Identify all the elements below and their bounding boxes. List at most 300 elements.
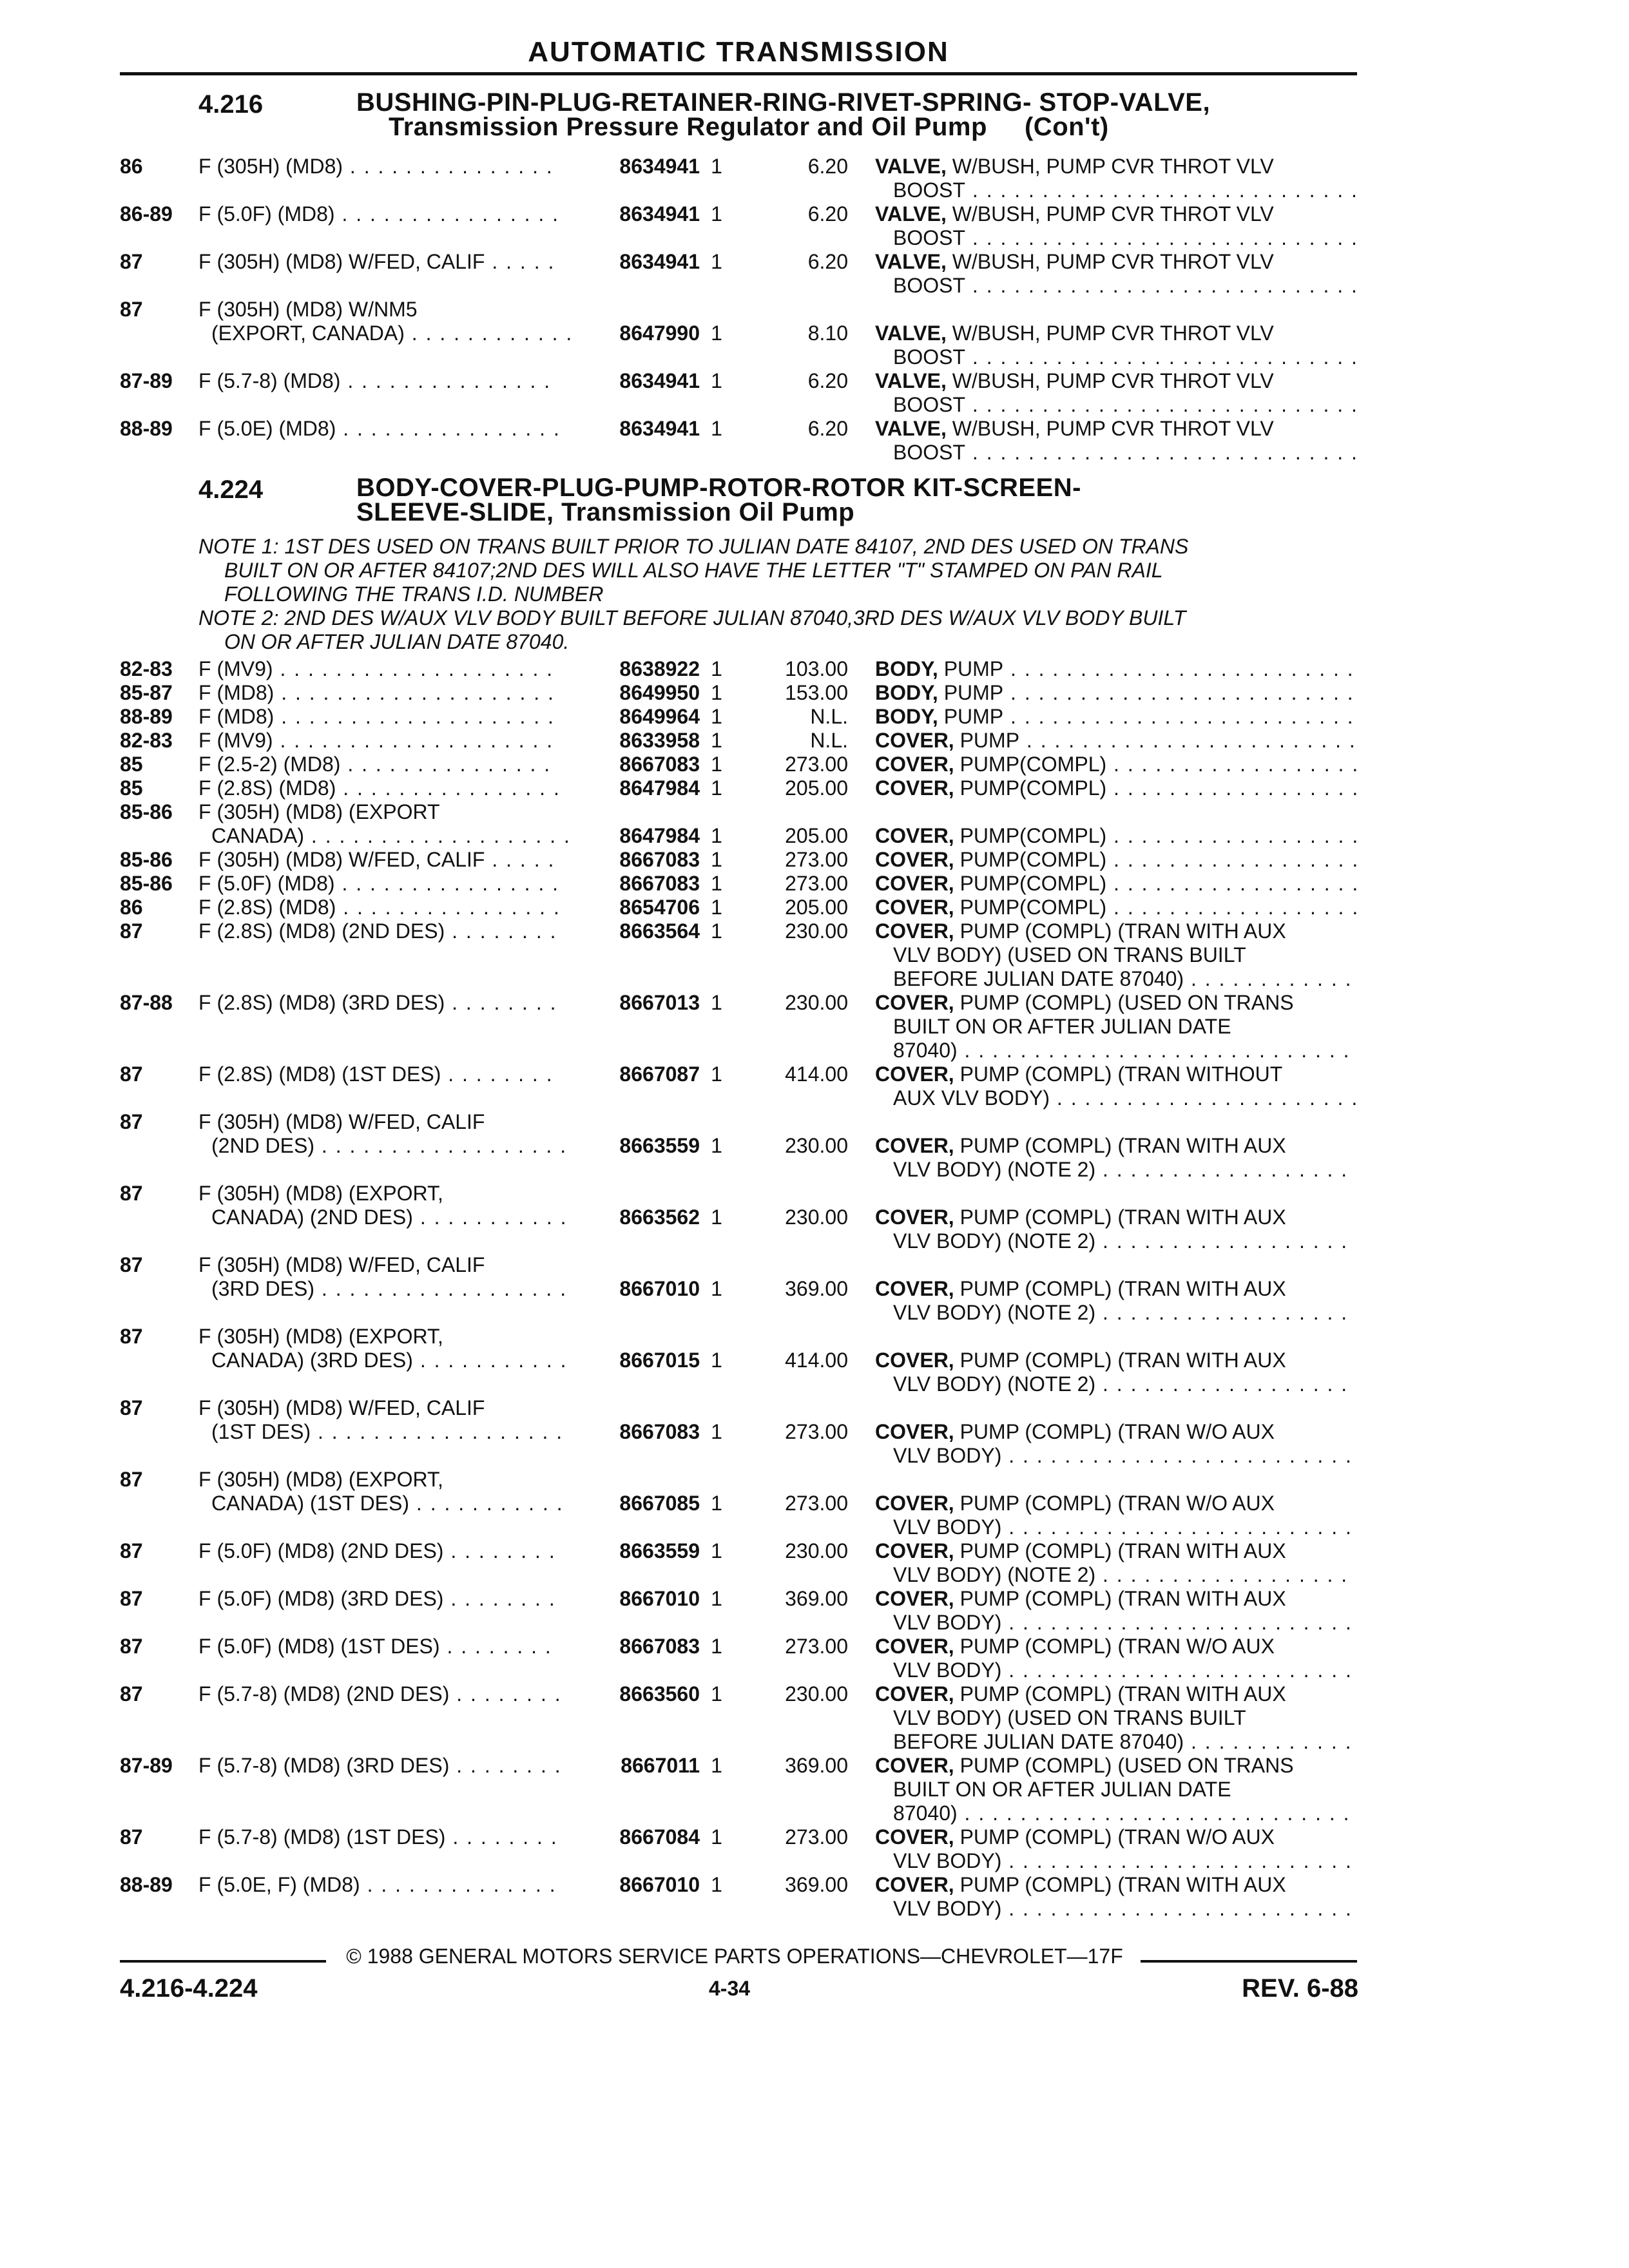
part-name-line: [875, 729, 1357, 753]
quantity: 1: [711, 919, 722, 943]
part-name-line: 87040) . . .: [875, 1802, 1357, 1825]
quantity: 1: [711, 705, 722, 728]
price: 205.00: [785, 896, 848, 919]
part-row: [120, 1825, 1357, 1873]
description-line: F (5.7-8) (MD8) (3RD DES) . . .: [198, 1754, 559, 1778]
part-name-noun: VALVE,: [875, 322, 947, 345]
part-row: [120, 298, 1357, 369]
part-name-text: PUMP: [959, 729, 1020, 752]
part-number: 8633958: [619, 729, 700, 752]
model-year: 87: [120, 1682, 143, 1706]
part-name-noun: COVER,: [875, 776, 954, 800]
part-name-noun: VALVE,: [875, 250, 947, 273]
part-name-text: PUMP (COMPL) (TRAN WITH AUX: [959, 1349, 1286, 1372]
quantity: 1: [711, 729, 722, 752]
price: 369.00: [785, 1754, 848, 1777]
part-name-text: PUMP (COMPL) (USED ON TRANS: [959, 991, 1294, 1014]
part-name: [875, 705, 1357, 729]
quantity: 1: [711, 1825, 722, 1849]
footer-copyright: © 1988 GENERAL MOTORS SERVICE PARTS OPERATIONS—CHEVROLET—17F: [346, 1945, 1123, 1968]
part-name: [875, 1539, 1357, 1587]
price: 414.00: [785, 1062, 848, 1086]
part-name-text: PUMP (COMPL) (TRAN W/O AUX: [959, 1420, 1275, 1443]
quantity: 1: [711, 1062, 722, 1086]
note-line: ON OR AFTER JULIAN DATE 87040.: [224, 630, 570, 653]
part-name-line: [875, 705, 1357, 729]
price: N.L.: [810, 729, 848, 752]
part-number: 8647984: [619, 824, 700, 847]
part-number: 8663559: [619, 1134, 700, 1157]
part-name: [875, 991, 1357, 1062]
price: 273.00: [785, 1492, 848, 1515]
section-number: 4.216: [198, 90, 264, 119]
part-name-line: [875, 155, 1357, 178]
part-name-noun: COVER,: [875, 1134, 954, 1157]
model-year: 87: [120, 298, 143, 321]
section-title-line: BODY-COVER-PLUG-PUMP-ROTOR-ROTOR KIT-SCREEN-: [356, 474, 1081, 502]
part-name-line: VLV BODY) (NOTE 2) . . .: [875, 1158, 1357, 1182]
part-name-text: PUMP: [943, 657, 1004, 680]
part-name-line: [875, 896, 1357, 919]
part-row: [120, 753, 1357, 776]
part-name-text: PUMP(COMPL): [959, 896, 1107, 919]
part-name-noun: COVER,: [875, 919, 954, 943]
part-name-line: [875, 1873, 1357, 1897]
part-row: [120, 991, 1357, 1062]
part-name: [875, 848, 1357, 872]
part-name-line: [875, 369, 1357, 393]
section-title: [356, 90, 1210, 139]
price: 6.20: [807, 250, 848, 273]
part-number: 8634941: [619, 417, 700, 440]
part-name-noun: COVER,: [875, 1539, 954, 1562]
part-row: [120, 1110, 1357, 1182]
part-name: [875, 1420, 1357, 1468]
description-line: (3RD DES) . . .: [198, 1277, 572, 1301]
part-name-noun: COVER,: [875, 1635, 954, 1658]
description-line: F (5.0F) (MD8) (2ND DES) . . .: [198, 1539, 559, 1563]
description-line: F (2.5-2) (MD8) . . .: [198, 753, 559, 776]
note-2: [198, 606, 1352, 654]
part-number: 8647990: [619, 322, 700, 345]
part-name-text: PUMP: [943, 681, 1004, 704]
model-year: 88-89: [120, 417, 173, 440]
part-name-line: [875, 250, 1357, 274]
part-name-line: [875, 657, 1357, 681]
description-line: F (305H) (MD8) W/NM5: [198, 298, 418, 321]
part-name-line: VLV BODY) . . .: [875, 1658, 1357, 1682]
part-name: [875, 753, 1357, 776]
part-name: [875, 729, 1357, 753]
part-name-line: VLV BODY) (NOTE 2) . . .: [875, 1301, 1357, 1325]
part-row: [120, 250, 1357, 298]
quantity: 1: [711, 1539, 722, 1562]
price: 230.00: [785, 1682, 848, 1706]
part-name-text: PUMP(COMPL): [959, 872, 1107, 895]
part-name-noun: COVER,: [875, 1062, 954, 1086]
part-name-noun: BODY,: [875, 681, 938, 704]
part-row: [120, 1682, 1357, 1754]
part-number: 8663560: [619, 1682, 700, 1706]
description-line: CANADA) (1ST DES) . . .: [198, 1492, 572, 1515]
description-line: (EXPORT, CANADA) . . .: [198, 322, 572, 345]
price: 273.00: [785, 848, 848, 871]
price: 205.00: [785, 824, 848, 847]
price: 6.20: [807, 155, 848, 178]
part-row: [120, 896, 1357, 919]
part-name-text: PUMP (COMPL) (USED ON TRANS: [959, 1754, 1294, 1777]
part-name-line: [875, 1587, 1357, 1611]
part-name-line: [875, 1277, 1357, 1301]
part-row: [120, 1396, 1357, 1468]
part-name-text: PUMP(COMPL): [959, 848, 1107, 871]
part-name-line: 87040) . . .: [875, 1039, 1357, 1062]
part-number: 8667015: [619, 1349, 700, 1372]
part-name-text: PUMP (COMPL) (TRAN W/O AUX: [959, 1635, 1275, 1658]
model-year: 82-83: [120, 657, 173, 680]
part-row: [120, 417, 1357, 465]
top-rule: [120, 72, 1357, 75]
part-name-noun: COVER,: [875, 1587, 954, 1610]
model-year: 88-89: [120, 1873, 173, 1896]
part-name-line: [875, 1134, 1357, 1158]
note-line: NOTE 1: 1ST DES USED ON TRANS BUILT PRIOR TO JULIAN DATE 84107, 2ND DES USED ON TRANS: [198, 535, 1189, 558]
quantity: 1: [711, 848, 722, 871]
part-number: 8667083: [619, 848, 700, 871]
price: 273.00: [785, 1825, 848, 1849]
part-name-line: [875, 322, 1357, 345]
part-name-line: BUILT ON OR AFTER JULIAN DATE: [893, 1778, 1231, 1801]
part-name-noun: COVER,: [875, 729, 954, 752]
price: 103.00: [785, 657, 848, 680]
part-name-text: PUMP (COMPL) (TRAN W/O AUX: [959, 1825, 1275, 1849]
part-name-text: W/BUSH, PUMP CVR THROT VLV: [952, 202, 1274, 226]
part-name-line: [875, 824, 1357, 848]
part-name-line: [875, 1349, 1357, 1372]
part-number: 8667083: [619, 753, 700, 776]
quantity: 1: [711, 1682, 722, 1706]
part-name: [875, 369, 1357, 417]
part-number: 8667013: [619, 991, 700, 1014]
part-number: 8634941: [619, 369, 700, 392]
part-number: 8663562: [619, 1206, 700, 1229]
part-row: [120, 1754, 1357, 1825]
part-name-line: BOOST . . .: [875, 178, 1357, 202]
part-name-line: AUX VLV BODY) . . .: [875, 1086, 1357, 1110]
part-number: 8634941: [619, 250, 700, 273]
part-name-line: [875, 776, 1357, 800]
quantity: 1: [711, 1492, 722, 1515]
price: 273.00: [785, 753, 848, 776]
model-year: 87: [120, 1110, 143, 1133]
part-name: [875, 1277, 1357, 1325]
part-name-text: W/BUSH, PUMP CVR THROT VLV: [952, 250, 1274, 273]
price: 6.20: [807, 369, 848, 392]
quantity: 1: [711, 202, 722, 226]
quantity: 1: [711, 1587, 722, 1610]
part-number: 8649964: [619, 705, 700, 728]
part-name: [875, 657, 1357, 681]
part-name-text: PUMP (COMPL) (TRAN WITH AUX: [959, 1587, 1286, 1610]
model-year: 87: [120, 1062, 143, 1086]
price: 6.20: [807, 202, 848, 226]
description-line: F (305H) (MD8) (EXPORT: [198, 800, 440, 823]
price: 414.00: [785, 1349, 848, 1372]
part-row: [120, 1253, 1357, 1325]
description-line: F (2.8S) (MD8) (1ST DES) . . .: [198, 1062, 559, 1086]
part-name-line: BEFORE JULIAN DATE 87040) . . .: [875, 967, 1357, 991]
part-name-noun: COVER,: [875, 991, 954, 1014]
part-number: 8667083: [619, 1635, 700, 1658]
description-line: F (305H) (MD8) W/FED, CALIF . . .: [198, 848, 559, 872]
description-line: (1ST DES) . . .: [198, 1420, 572, 1444]
description-line: F (5.0F) (MD8) . . .: [198, 202, 559, 226]
part-row: [120, 705, 1357, 729]
part-name-text: PUMP (COMPL) (TRAN WITHOUT: [959, 1062, 1283, 1086]
part-name-text: W/BUSH, PUMP CVR THROT VLV: [952, 417, 1274, 440]
price: 6.20: [807, 417, 848, 440]
section-notes: [198, 535, 1352, 654]
part-name: [875, 250, 1357, 298]
quantity: 1: [711, 1754, 722, 1777]
price: 369.00: [785, 1587, 848, 1610]
description-line: F (MV9) . . .: [198, 657, 559, 681]
part-row: [120, 1587, 1357, 1635]
quantity: 1: [711, 1420, 722, 1443]
model-year: 85-86: [120, 848, 173, 871]
part-name: [875, 896, 1357, 919]
part-name-text: W/BUSH, PUMP CVR THROT VLV: [952, 369, 1274, 392]
part-name-noun: COVER,: [875, 1277, 954, 1300]
part-name-noun: VALVE,: [875, 202, 947, 226]
part-name: [875, 1825, 1357, 1873]
parts-list-4-224: [120, 657, 1357, 1921]
price: 153.00: [785, 681, 848, 704]
note-line: FOLLOWING THE TRANS I.D. NUMBER: [224, 582, 604, 606]
part-number: 8667010: [619, 1587, 700, 1610]
footer-revision: REV. 6-88: [1242, 1974, 1358, 2003]
part-row: [120, 1182, 1357, 1253]
part-name-line: VLV BODY) . . .: [875, 1444, 1357, 1468]
part-name-noun: COVER,: [875, 1873, 954, 1896]
part-name-noun: COVER,: [875, 1825, 954, 1849]
part-row: [120, 369, 1357, 417]
description-line: F (2.8S) (MD8) . . .: [198, 896, 559, 919]
description-line: F (5.0E, F) (MD8) . . .: [198, 1873, 559, 1897]
part-name-text: PUMP (COMPL) (TRAN WITH AUX: [959, 1682, 1286, 1706]
note-line: NOTE 2: 2ND DES W/AUX VLV BODY BUILT BEFORE JULIAN 87040,3RD DES W/AUX VLV BODY BUILT: [198, 606, 1186, 629]
part-number: 8663559: [619, 1539, 700, 1562]
footer-page-number: 4-34: [709, 1977, 751, 2000]
part-number: 8667087: [619, 1062, 700, 1086]
part-number: 8667011: [621, 1754, 700, 1777]
footer-rule-right: [1141, 1960, 1357, 1963]
model-year: 87: [120, 1587, 143, 1610]
quantity: 1: [711, 1206, 722, 1229]
part-row: [120, 800, 1357, 848]
part-name: [875, 1206, 1357, 1253]
part-number: 8649950: [619, 681, 700, 704]
part-row: [120, 1468, 1357, 1539]
quantity: 1: [711, 753, 722, 776]
part-name-text: PUMP(COMPL): [959, 753, 1107, 776]
part-row: [120, 657, 1357, 681]
part-name-line: VLV BODY) (NOTE 2) . . .: [875, 1229, 1357, 1253]
part-name-line: [875, 1206, 1357, 1229]
description-line: F (305H) (MD8) (EXPORT,: [198, 1182, 443, 1205]
part-number: 8667083: [619, 1420, 700, 1443]
description-line: CANADA) (2ND DES) . . .: [198, 1206, 572, 1229]
footer-section-range: 4.216-4.224: [120, 1974, 258, 2003]
part-name-text: PUMP(COMPL): [959, 776, 1107, 800]
quantity: 1: [711, 1349, 722, 1372]
part-name-line: [875, 848, 1357, 872]
quantity: 1: [711, 776, 722, 800]
description-line: F (5.0F) (MD8) . . .: [198, 872, 559, 896]
part-name-text: PUMP (COMPL) (TRAN WITH AUX: [959, 1134, 1286, 1157]
description-line: F (305H) (MD8) . . .: [198, 155, 559, 178]
part-name-text: PUMP (COMPL) (TRAN WITH AUX: [959, 1206, 1286, 1229]
section-title-line: SLEEVE-SLIDE, Transmission Oil Pump: [356, 498, 855, 526]
model-year: 86: [120, 896, 143, 919]
price: 230.00: [785, 991, 848, 1014]
part-number: 8667010: [619, 1277, 700, 1300]
part-name-line: BUILT ON OR AFTER JULIAN DATE: [893, 1015, 1231, 1038]
model-year: 87: [120, 1396, 143, 1419]
description-line: F (MD8) . . .: [198, 705, 559, 729]
description-line: CANADA) (3RD DES) . . .: [198, 1349, 572, 1372]
running-head: AUTOMATIC TRANSMISSION: [528, 36, 949, 68]
price: 230.00: [785, 1134, 848, 1157]
part-name-text: W/BUSH, PUMP CVR THROT VLV: [952, 322, 1274, 345]
part-row: [120, 729, 1357, 753]
model-year: 85: [120, 776, 143, 800]
part-name-line: BOOST . . .: [875, 345, 1357, 369]
model-year: 87: [120, 250, 143, 273]
part-row: [120, 776, 1357, 800]
description-line: CANADA) . . .: [198, 824, 572, 848]
part-name-line: VLV BODY) (USED ON TRANS BUILT: [893, 943, 1246, 966]
part-name: [875, 417, 1357, 465]
part-row: [120, 1635, 1357, 1682]
part-number: 8667010: [619, 1873, 700, 1896]
price: 205.00: [785, 776, 848, 800]
quantity: 1: [711, 681, 722, 704]
part-name-line: [875, 1754, 1357, 1778]
part-name: [875, 872, 1357, 896]
part-row: [120, 1873, 1357, 1921]
description-line: F (5.7-8) (MD8) . . .: [198, 369, 559, 393]
part-number: 8667085: [619, 1492, 700, 1515]
part-row: [120, 202, 1357, 250]
price: 273.00: [785, 1635, 848, 1658]
description-line: F (MV9) . . .: [198, 729, 559, 753]
part-name-text: W/BUSH, PUMP CVR THROT VLV: [952, 155, 1274, 178]
part-name: [875, 1682, 1357, 1754]
part-name-text: PUMP(COMPL): [959, 824, 1107, 847]
part-name-noun: COVER,: [875, 1420, 954, 1443]
model-year: 87: [120, 1825, 143, 1849]
part-row: [120, 1325, 1357, 1396]
model-year: 87: [120, 1468, 143, 1491]
price: 230.00: [785, 1539, 848, 1562]
section-title-line: Transmission Pressure Regulator and Oil Pump (Con't): [389, 113, 1109, 141]
part-number: 8638922: [619, 657, 700, 680]
description-line: F (305H) (MD8) W/FED, CALIF: [198, 1110, 485, 1133]
part-name-line: VLV BODY) . . .: [875, 1897, 1357, 1921]
part-number: 8663564: [619, 919, 700, 943]
note-1: [198, 535, 1352, 606]
part-name: [875, 202, 1357, 250]
part-name-noun: COVER,: [875, 824, 954, 847]
part-name-noun: COVER,: [875, 872, 954, 895]
part-name-noun: COVER,: [875, 848, 954, 871]
model-year: 87: [120, 1539, 143, 1562]
part-name-noun: VALVE,: [875, 155, 947, 178]
part-name: [875, 1492, 1357, 1539]
part-name-noun: COVER,: [875, 1754, 954, 1777]
part-row: [120, 848, 1357, 872]
part-name-line: [875, 753, 1357, 776]
quantity: 1: [711, 896, 722, 919]
part-name-line: BOOST . . .: [875, 441, 1357, 465]
part-name-line: [875, 681, 1357, 705]
model-year: 85: [120, 753, 143, 776]
part-name: [875, 681, 1357, 705]
model-year: 85-87: [120, 681, 173, 704]
part-name: [875, 776, 1357, 800]
part-name-noun: VALVE,: [875, 369, 947, 392]
description-line: F (2.8S) (MD8) . . .: [198, 776, 559, 800]
part-name-line: [875, 991, 1357, 1015]
model-year: 87: [120, 919, 143, 943]
part-name-text: PUMP (COMPL) (TRAN WITH AUX: [959, 1539, 1286, 1562]
part-name-line: VLV BODY) . . .: [875, 1515, 1357, 1539]
part-name-line: [875, 1492, 1357, 1515]
part-row: [120, 872, 1357, 896]
price: 369.00: [785, 1277, 848, 1300]
part-name-line: [875, 919, 1357, 943]
quantity: 1: [711, 155, 722, 178]
part-name-line: BEFORE JULIAN DATE 87040) . . .: [875, 1730, 1357, 1754]
part-row: [120, 1539, 1357, 1587]
part-name-text: PUMP: [943, 705, 1004, 728]
description-line: F (MD8) . . .: [198, 681, 559, 705]
model-year: 87: [120, 1182, 143, 1205]
description-line: F (5.0F) (MD8) (3RD DES) . . .: [198, 1587, 559, 1611]
quantity: 1: [711, 250, 722, 273]
quantity: 1: [711, 1277, 722, 1300]
description-line: F (5.0F) (MD8) (1ST DES) . . .: [198, 1635, 559, 1658]
part-name-noun: COVER,: [875, 1206, 954, 1229]
description-line: F (5.7-8) (MD8) (1ST DES) . . .: [198, 1825, 559, 1849]
price: 230.00: [785, 1206, 848, 1229]
part-name: [875, 1062, 1357, 1110]
description-line: F (2.8S) (MD8) (3RD DES) . . .: [198, 991, 559, 1015]
part-name-noun: COVER,: [875, 1682, 954, 1706]
description-line: F (305H) (MD8) W/FED, CALIF: [198, 1253, 485, 1276]
section-number: 4.224: [198, 476, 264, 504]
part-name-noun: BODY,: [875, 657, 938, 680]
part-name-noun: COVER,: [875, 1492, 954, 1515]
price: 8.10: [807, 322, 848, 345]
model-year: 87-88: [120, 991, 173, 1014]
quantity: 1: [711, 369, 722, 392]
part-name-line: [875, 1420, 1357, 1444]
part-name-line: [875, 872, 1357, 896]
part-name-line: BOOST . . .: [875, 226, 1357, 250]
description-line: F (5.7-8) (MD8) (2ND DES) . . .: [198, 1682, 559, 1706]
